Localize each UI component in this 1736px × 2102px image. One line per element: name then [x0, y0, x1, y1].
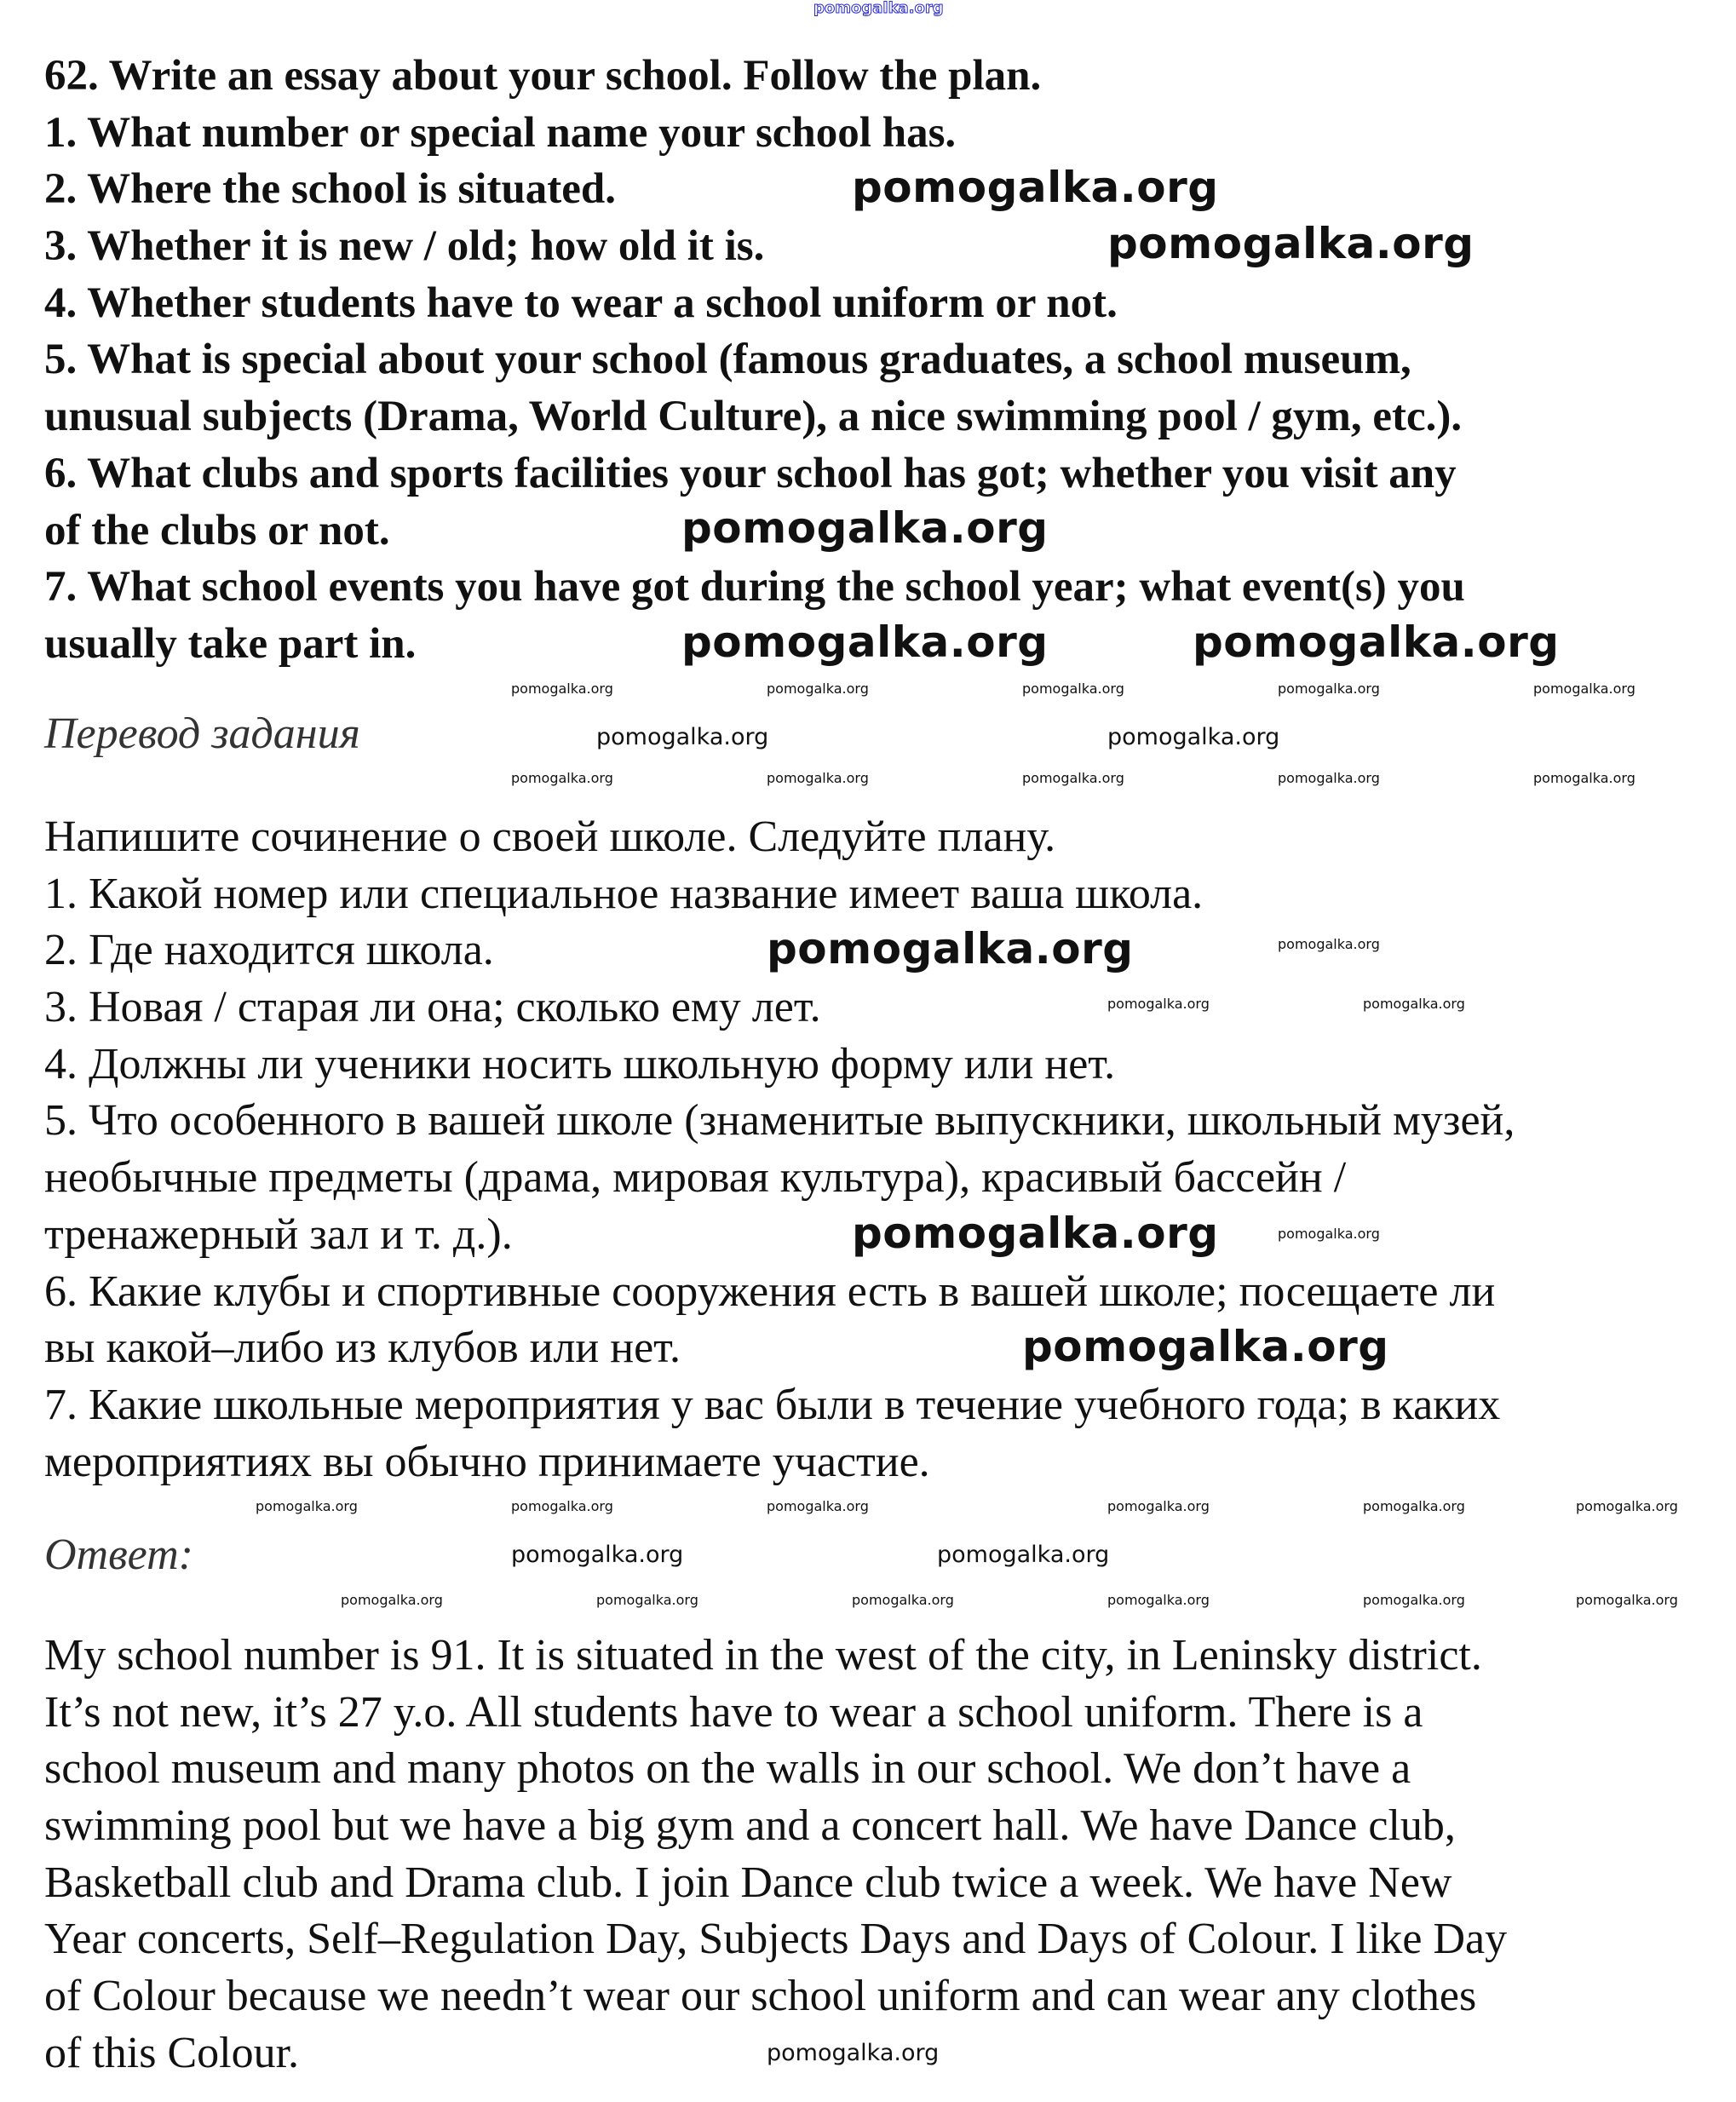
watermark: pomogalka.org: [1107, 1592, 1210, 1608]
watermark: pomogalka.org: [1576, 1498, 1678, 1514]
watermark: pomogalka.org: [1278, 936, 1380, 952]
text-line: school museum and many photos on the walls in our school. We don’t have a: [44, 1744, 1411, 1794]
watermark: pomogalka.org: [1022, 1322, 1389, 1371]
text-line: Year concerts, Self–Regulation Day, Subjects Days and Days of Colour. I like Day: [44, 1915, 1508, 1964]
translation-text: [44, 809, 1515, 1490]
text-line: 7. What school events you have got during the school year; what event(s) you: [44, 563, 1465, 612]
text-line: 2. Где находится школа.: [44, 926, 494, 975]
translation-heading: Перевод задания: [44, 709, 360, 758]
text-line: usually take part in.: [44, 619, 417, 668]
text-line: 3. Whether it is new / old; how old it is.: [44, 222, 765, 271]
watermark: pomogalka.org: [1278, 681, 1380, 697]
watermark: pomogalka.org: [596, 1592, 698, 1608]
watermark: pomogalka.org: [813, 0, 944, 17]
watermark: pomogalka.org: [1278, 1226, 1380, 1242]
watermark: pomogalka.org: [511, 681, 613, 697]
watermark: pomogalka.org: [341, 1592, 443, 1608]
watermark: pomogalka.org: [1022, 681, 1124, 697]
text-line: of the clubs or not.: [44, 506, 390, 554]
watermark: pomogalka.org: [511, 770, 613, 786]
text-line: 4. Whether students have to wear a school uniform or not.: [44, 279, 1118, 327]
text-line: 6. Какие клубы и спортивные сооружения есть в вашей школе; посещаете ли: [44, 1266, 1496, 1316]
text-line: 1. Какой номер или специальное название имеет ваша школа.: [44, 869, 1204, 918]
text-line: Basketball club and Drama club. I join Dance club twice a week. We have New: [44, 1858, 1452, 1907]
watermark: pomogalka.org: [1022, 770, 1124, 786]
watermark: pomogalka.org: [767, 1498, 869, 1514]
text-line: необычные предметы (драма, мировая культура), красивый бассейн /: [44, 1153, 1347, 1203]
watermark: pomogalka.org: [937, 1542, 1110, 1568]
watermark: pomogalka.org: [1193, 617, 1560, 667]
text-line: 1. What number or special name your school has.: [44, 108, 957, 157]
text-line: It’s not new, it’s 27 y.o. All students have to wear a school uniform. There is a: [44, 1687, 1423, 1737]
text-line: вы какой–либо из клубов или нет.: [44, 1324, 681, 1373]
watermark: pomogalka.org: [1278, 770, 1380, 786]
text-line: тренажерный зал и т. д.).: [44, 1209, 513, 1259]
text-line: 5. Что особенного в вашей школе (знаменитые выпускники, школьный музей,: [44, 1096, 1515, 1146]
text-line: swimming pool but we have a big gym and a concert hall. We have Dance club,: [44, 1801, 1456, 1851]
watermark: pomogalka.org: [511, 1542, 684, 1568]
watermark: pomogalka.org: [1363, 996, 1465, 1012]
watermark: pomogalka.org: [1363, 1592, 1465, 1608]
task-plan: [44, 48, 1465, 673]
watermark: pomogalka.org: [681, 617, 1049, 667]
text-line: unusual subjects (Drama, World Culture), a nice swimming pool / gym, etc.).: [44, 393, 1463, 441]
text-line: 7. Какие школьные мероприятия у вас были в течение учебного года; в каких: [44, 1380, 1501, 1429]
text-line: of Colour because we needn’t wear our school uniform and can wear any clothes: [44, 1972, 1477, 2021]
watermark: pomogalka.org: [767, 924, 1134, 973]
watermark: pomogalka.org: [852, 163, 1219, 212]
watermark: pomogalka.org: [596, 724, 769, 750]
watermark: pomogalka.org: [852, 1592, 954, 1608]
watermark: pomogalka.org: [1533, 770, 1635, 786]
text-line: 5. What is special about your school (famous graduates, a school museum,: [44, 336, 1411, 384]
watermark: pomogalka.org: [1107, 996, 1210, 1012]
watermark: pomogalka.org: [681, 503, 1049, 553]
watermark: pomogalka.org: [1107, 219, 1474, 268]
watermark: pomogalka.org: [767, 770, 869, 786]
watermark: pomogalka.org: [256, 1498, 358, 1514]
text-line: 6. What clubs and sports facilities your school has got; whether you visit any: [44, 449, 1457, 497]
watermark: pomogalka.org: [1107, 724, 1280, 750]
answer-text: [44, 1628, 1507, 2082]
watermark: pomogalka.org: [511, 1498, 613, 1514]
answer-heading: Ответ:: [44, 1531, 193, 1579]
text-line: My school number is 91. It is situated in the west of the city, in Leninsky district.: [44, 1631, 1482, 1680]
watermark: pomogalka.org: [767, 2040, 940, 2066]
text-line: мероприятиях вы обычно принимаете участие.: [44, 1437, 930, 1486]
text-line: of this Colour.: [44, 2028, 300, 2077]
text-line: Напишите сочинение о своей школе. Следуйте плану.: [44, 813, 1056, 861]
text-line: 2. Where the school is situated.: [44, 165, 617, 214]
watermark: pomogalka.org: [767, 681, 869, 697]
watermark: pomogalka.org: [852, 1209, 1219, 1258]
watermark: pomogalka.org: [1107, 1498, 1210, 1514]
watermark: pomogalka.org: [1576, 1592, 1678, 1608]
watermark: pomogalka.org: [1363, 1498, 1465, 1514]
watermark: pomogalka.org: [1533, 681, 1635, 697]
text-line: 4. Должны ли ученики носить школьную форму или нет.: [44, 1039, 1116, 1088]
text-line: 3. Новая / старая ли она; сколько ему лет.: [44, 983, 821, 1032]
text-line: 62. Write an essay about your school. Follow the plan.: [44, 52, 1042, 100]
